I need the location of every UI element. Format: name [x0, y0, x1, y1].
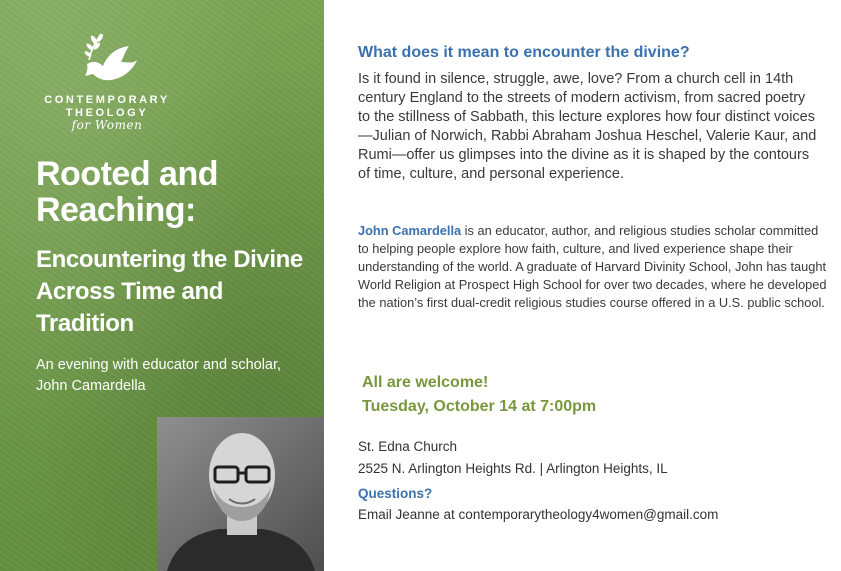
venue-address: 2525 N. Arlington Heights Rd. | Arlington Heights, IL [358, 461, 668, 476]
venue-name: St. Edna Church [358, 439, 458, 454]
event-tagline: An evening with educator and scholar, John Camardella [36, 357, 282, 394]
speaker-portrait [157, 417, 324, 571]
lead-question: What does it mean to encounter the divine? [358, 44, 690, 61]
logo-text-for-women: for Women [71, 118, 143, 132]
logo-text-contemporary: CONTEMPORARY [44, 94, 170, 106]
welcome-text: All are welcome! [362, 374, 489, 391]
organization-logo [32, 30, 182, 132]
event-subtitle: Encountering the Divine Across Time and Tradition [36, 246, 303, 337]
speaker-bio [358, 222, 828, 312]
left-green-panel [0, 0, 324, 571]
questions-heading: Questions? [358, 486, 433, 501]
event-title: Rooted and Reaching: [36, 155, 218, 229]
dove-with-olive-branch-icon [75, 30, 139, 86]
speaker-bio-text: is an educator, author, and religious studies scholar committed to helping people explore how faith, culture, and lived experience shape their understanding of the world. A graduate of Harvard Divinity School, John has taught World Religion at Prospect High School for over two decades, where he developed the nation’s first dual-credit religious studies course offered in a U.S. public school. [358, 223, 827, 310]
speaker-name: John Camardella [358, 223, 462, 238]
lecture-description: Is it found in silence, struggle, awe, love? From a church cell in 14th century England to the streets of modern activism, from sacred poetry to the stillness of Sabbath, this lecture explores how four distinct voices—Julian of Norwich, Rabbi Abraham Joshua Heschel, Valerie Kaur, and Rumi—offer us glimpses into the divine as it is shaped by the contours of time, culture, and personal experience. [358, 71, 817, 182]
speaker-photo [157, 417, 324, 571]
event-date-time: Tuesday, October 14 at 7:00pm [362, 398, 597, 415]
logo-text-theology: THEOLOGY [65, 107, 149, 119]
contact-email: Email Jeanne at contemporarytheology4women@gmail.com [358, 507, 719, 522]
